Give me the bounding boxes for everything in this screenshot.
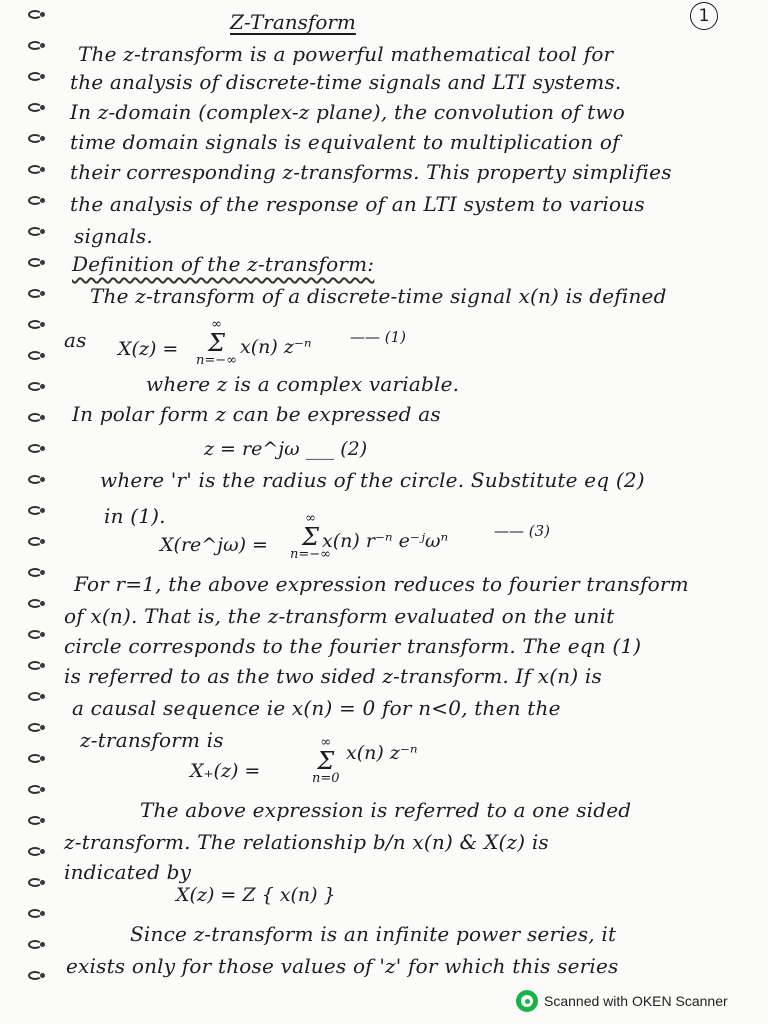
spiral-hole [40, 291, 45, 296]
as-label: as [64, 328, 87, 352]
para2-line: circle corresponds to the fourier transform. The eqn (1) [64, 634, 642, 658]
spiral-hole [40, 725, 45, 730]
intro-line: the analysis of discrete-time signals and LTI systems. [70, 70, 622, 94]
para2-line: z-transform is [80, 728, 224, 752]
sum-upper-limit: ∞ [305, 511, 316, 526]
scanner-logo-icon [516, 990, 538, 1012]
eq1-summation [196, 318, 237, 368]
spiral-hole [40, 632, 45, 637]
sigma-symbol: Σ [302, 523, 319, 551]
spiral-hole [40, 911, 45, 916]
spiral-hole [40, 942, 45, 947]
sum-lower-limit: n=−∞ [196, 353, 237, 368]
spiral-hole [40, 105, 45, 110]
eq4-lhs: X₊(z) = [190, 760, 261, 782]
spiral-hole [40, 570, 45, 575]
spiral-hole [40, 756, 45, 761]
sum-upper-limit: ∞ [320, 735, 332, 750]
sigma-symbol: Σ [317, 747, 335, 775]
polar-line: In polar form z can be expressed as [72, 402, 441, 426]
in1-line: in (1). [104, 504, 166, 528]
eq3-lhs: X(re^jω) = [160, 534, 268, 556]
eq2: z = re^jω ___ (2) [204, 438, 368, 460]
sum-lower-limit: n=0 [312, 771, 340, 786]
intro-line: The z-transform is a powerful mathematical tool for [78, 42, 614, 66]
scanner-watermark-text: Scanned with OKEN Scanner [544, 993, 728, 1009]
intro-line: the analysis of the response of an LTI system to various [70, 192, 645, 216]
eq1-lhs: X(z) = [118, 338, 179, 360]
page-number: 1 [690, 2, 718, 30]
spiral-hole [40, 12, 45, 17]
sigma-symbol: Σ [208, 329, 225, 357]
eq4-rhs: x(n) z⁻ⁿ [346, 742, 418, 764]
eq4-summation [312, 736, 340, 786]
spiral-hole [40, 787, 45, 792]
para3-line: The above expression is referred to a one sided [140, 798, 632, 822]
section-heading: Definition of the z-transform: [72, 252, 375, 276]
spiral-hole [40, 415, 45, 420]
spiral-hole [40, 229, 45, 234]
spiral-hole [40, 973, 45, 978]
where-r-line: where 'r' is the radius of the circle. Substitute eq (2) [100, 468, 645, 492]
intro-line: their corresponding z-transforms. This property simplifies [70, 160, 672, 184]
spiral-hole [40, 446, 45, 451]
intro-line: signals. [74, 224, 153, 248]
eq5: X(z) = Z { x(n) } [176, 884, 336, 906]
spiral-hole [40, 136, 45, 141]
para3-line: indicated by [64, 860, 192, 884]
para2-line: of x(n). That is, the z-transform evaluated on the unit [64, 604, 615, 628]
spiral-hole [40, 694, 45, 699]
para4-line: Since z-transform is an infinite power series, it [130, 922, 617, 946]
para3-line: z-transform. The relationship b/n x(n) & X(z) is [64, 830, 549, 854]
spiral-hole [40, 477, 45, 482]
eq3-rhs: x(n) r⁻ⁿ e⁻ʲωⁿ [322, 530, 449, 552]
spiral-binding [26, 0, 52, 1000]
spiral-hole [40, 539, 45, 544]
para2-line: a causal sequence ie x(n) = 0 for n<0, then the [72, 696, 561, 720]
eq3-tag: —— (3) [494, 522, 551, 540]
intro-line: In z-domain (complex-z plane), the convolution of two [70, 100, 625, 124]
eq1-rhs: x(n) z⁻ⁿ [240, 336, 312, 358]
spiral-hole [40, 198, 45, 203]
definition-line: The z-transform of a discrete-time signal x(n) is defined [90, 284, 667, 308]
sum-upper-limit: ∞ [211, 317, 222, 332]
spiral-hole [40, 663, 45, 668]
eq1-tag: —— (1) [350, 328, 407, 346]
intro-line: time domain signals is equivalent to multiplication of [70, 130, 620, 154]
scanner-watermark [516, 990, 728, 1012]
spiral-hole [40, 384, 45, 389]
spiral-hole [40, 353, 45, 358]
sum-lower-limit: n=−∞ [290, 547, 331, 562]
para4-line: exists only for those values of 'z' for which this series [66, 954, 619, 978]
spiral-hole [40, 260, 45, 265]
spiral-hole [40, 74, 45, 79]
spiral-hole [40, 849, 45, 854]
spiral-hole [40, 43, 45, 48]
page-title: Z-Transform [230, 10, 356, 34]
spiral-hole [40, 880, 45, 885]
spiral-hole [40, 167, 45, 172]
spiral-hole [40, 508, 45, 513]
spiral-hole [40, 818, 45, 823]
spiral-hole [40, 322, 45, 327]
para2-line: For r=1, the above expression reduces to fourier transform [74, 572, 689, 596]
spiral-hole [40, 601, 45, 606]
para2-line: is referred to as the two sided z-transform. If x(n) is [64, 664, 602, 688]
where-z-line: where z is a complex variable. [146, 372, 460, 396]
